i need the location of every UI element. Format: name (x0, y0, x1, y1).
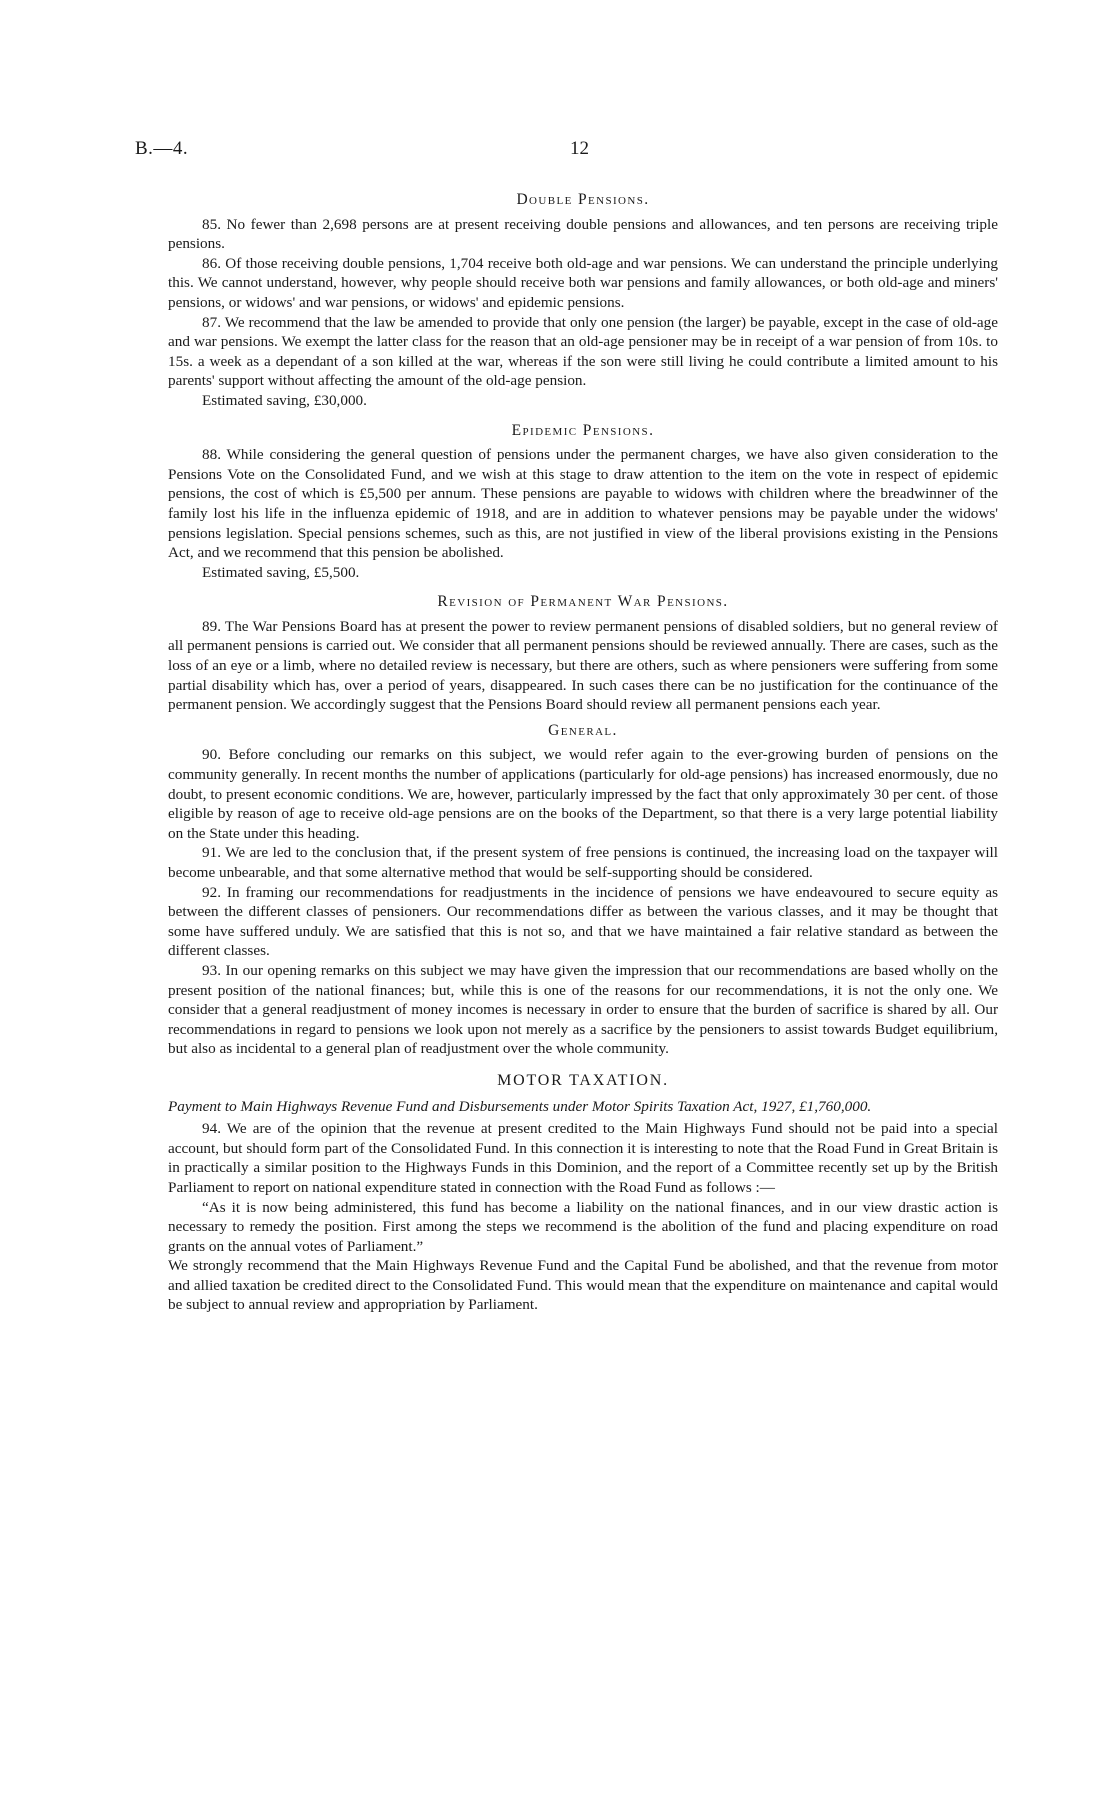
vote-subtitle: Payment to Main Highways Revenue Fund and Disbursements under Motor Spirits Taxation Act, 1927, £1,760,000. (168, 1097, 872, 1115)
section-epidemic-pensions (168, 421, 998, 583)
report-reference: B.—4. (135, 138, 189, 159)
spacer (168, 715, 998, 719)
page-number: 12 (570, 138, 589, 159)
paragraph-86: 86. Of those receiving double pensions, 1,704 receive both old-age and war pensions. We can understand the principle underlying this. We cannot understand, however, why people should receive both war pensions and family allowances, or both old-age and miners' pensions, or widows' and war pensions, or widows' and epidemic pensions. (168, 254, 998, 311)
section-heading: Revision of Permanent War Pensions. (437, 593, 729, 611)
section-motor-taxation (168, 1071, 998, 1315)
section-heading: Epidemic Pensions. (511, 421, 655, 439)
section-heading: General. (548, 721, 618, 739)
section-heading: Double Pensions. (516, 191, 650, 208)
paragraph-88: 88. While considering the general question of pensions under the permanent charges, we have also given consideration to the Pensions Vote on the Consolidated Fund, and we wish at this stage to draw attention to the item on the vote in respect of epidemic pensions, the cost of which is £5,500 per annum. These pensions are payable to widows with children where the breadwinner of the family lost his life in the influenza epidemic of 1918, and are in addition to whatever pensions may be payable under the widows' pensions legislation. Special pensions schemes, such as this, are not justified in view of the liberal provisions existing in the Pensions Act, and we recommend that this pension be abolished. (168, 446, 998, 562)
paragraph-87: 87. We recommend that the law be amended to provide that only one pension (the larger) be payable, except in the case of old-age and war pensions. We exempt the latter class for the reason that an old-age pensioner may be in receipt of a war pension of from 10s. to 15s. a week as a dependant of a son killed at the war, whereas if the son were still living he could contribute a limited amount to his parents' support without affecting the amount of the old-age pension. (168, 313, 998, 390)
estimated-saving: Estimated saving, £5,500. (202, 563, 360, 581)
section-general (168, 721, 998, 1059)
paragraph-94-continued: We strongly recommend that the Main Highways Revenue Fund and the Capital Fund be abolished, and that the revenue from motor and allied taxation be credited direct to the Consolidated Fund. This would mean that the expenditure on maintenance and capital would be subject to annual review and appropriation by Parliament. (168, 1257, 998, 1314)
document-body (168, 188, 998, 1315)
estimated-saving: Estimated saving, £30,000. (202, 391, 367, 409)
paragraph-89: 89. The War Pensions Board has at present the power to review permanent pensions of disabled soldiers, but no general review of all permanent pensions is carried out. We consider that all permanent pensions should be reviewed annually. There are cases, such as the loss of an eye or a limb, where no detailed review is necessary, but there are others, such as where pensioners were suffering from some partial disability which has, over a period of years, disappeared. In such cases there can be no justification for the continuance of the permanent pension. We accordingly suggest that the Pensions Board should review all permanent pensions each year. (168, 617, 998, 714)
block-quote: “As it is now being administered, this fund has become a liability on the national finances, and in our view drastic action is necessary to remedy the position. First among the steps we recommend is the abolition of the fund and placing expenditure on road grants on the annual votes of Parliament.” (168, 1198, 998, 1255)
paragraph-91: 91. We are led to the conclusion that, if the present system of free pensions is continued, the increasing load on the taxpayer will become unbearable, and that some alternative method that would be self-supporting should be considered. (168, 844, 998, 881)
major-heading: MOTOR TAXATION. (497, 1071, 669, 1089)
paragraph-85: 85. No fewer than 2,698 persons are at present receiving double pensions and allowances, and ten persons are receiving triple pensions. (168, 215, 998, 253)
paragraph-90: 90. Before concluding our remarks on this subject, we would refer again to the ever-growing burden of pensions on the community generally. In recent months the number of applications (particularly for old-age pensions) has increased enormously, due no doubt, to present economic conditions. We are, however, particularly impressed by the fact that only approximately 30 per cent. of those eligible by reason of age to receive old-age pensions are on the books of the Department, so that there is a very large potential liability on the State under this heading. (168, 746, 998, 842)
paragraph-92: 92. In framing our recommendations for readjustments in the incidence of pensions we have endeavoured to secure equity as between the different classes of pensioners. Our recommendations differ as between the various classes, and it may be thought that some have suffered unduly. We are satisfied that this is not so, and that we have maintained a fair relative standard as between the different classes. (168, 883, 998, 960)
section-double-pensions (168, 190, 998, 411)
section-revision-war-pensions (168, 592, 998, 719)
paragraph-94: 94. We are of the opinion that the revenue at present credited to the Main Highways Fund should not be paid into a special account, but should form part of the Consolidated Fund. In this connection it is interesting to note that the Road Fund in Great Britain is in practically a similar position to the Highways Funds in this Dominion, and the report of a Committee recently set up by the British Parliament to report on national expenditure stated in connection with the Road Fund as follows :— (168, 1120, 998, 1196)
paragraph-93: 93. In our opening remarks on this subject we may have given the impression that our recommendations are based wholly on the present position of the national finances; but, while this is one of the reasons for our recommendations, it is not the only one. We consider that a general readjustment of money incomes is necessary in order to ensure that the burden of sacrifice is shared by all. Our recommendations in regard to pensions we look upon not merely as a sacrifice by the pensioners to assist towards Budget equilibrium, but also as incidental to a general plan of readjustment over the whole community. (168, 961, 998, 1058)
